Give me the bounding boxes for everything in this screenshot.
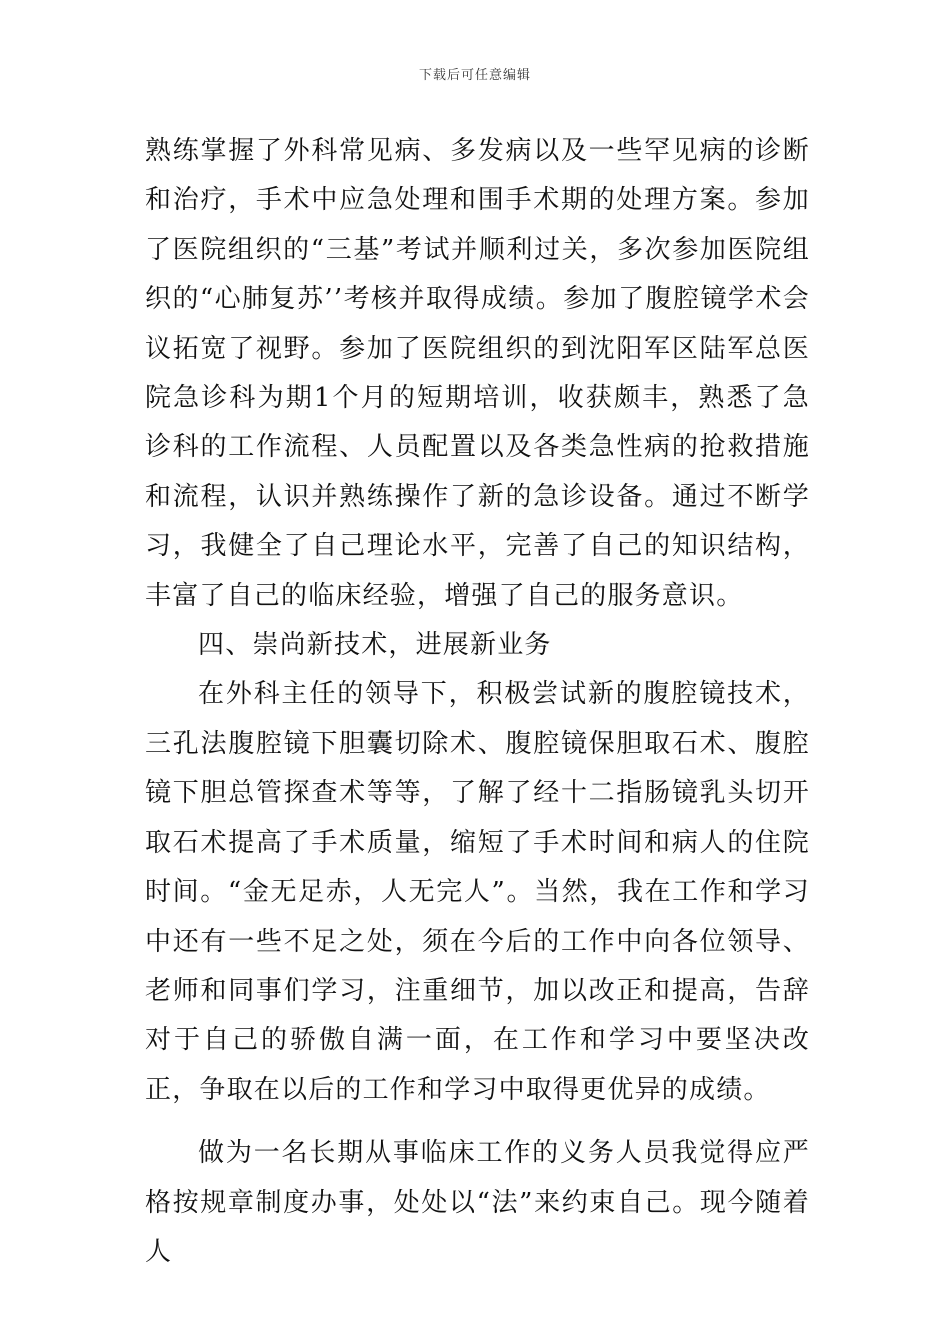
paragraph-training-summary: 熟练掌握了外科常见病、多发病以及一些罕见病的诊断和治疗，手术中应急处理和围手术期的处理方案。参加了医院组织的“三基”考试并顺利过关，多次参加医院组织的“心肺复苏’’考核并取得成绩。参加了腹腔镜学术会议拓宽了视野。参加了医院组织的到沈阳军区陆军总医院急诊科为期1个月的短期培训，收获颇丰，熟悉了急诊科的工作流程、人员配置以及各类急性病的抢救措施和流程，认识并熟练操作了新的急诊设备。通过不断学习，我健全了自己理论水平，完善了自己的知识结构，丰富了自己的临床经验，增强了自己的服务意识。	[145, 136, 810, 611]
paragraph-laparoscopy-work: 在外科主任的领导下，积极尝试新的腹腔镜技术，三孔法腹腔镜下胆囊切除术、腹腔镜保胆取石术、腹腔镜下胆总管探查术等等，了解了经十二指肠镜乳头切开取石术提高了手术质量，缩短了手术时间和病人的住院时间。“金无足赤，人无完人”。当然，我在工作和学习中还有一些不足之处，须在今后的工作中向各位领导、老师和同事们学习，注重细节，加以改正和提高，告辞对于自己的骄傲自满一面，在工作和学习中要坚决改正，争取在以后的工作和学习中取得更优异的成绩。	[145, 679, 810, 1105]
section-heading-new-technology: 四、崇尚新技术，进展新业务	[198, 630, 552, 661]
page-header: 下载后可任意编辑	[418, 68, 531, 83]
paragraph-professional-conduct: 做为一名长期从事临床工作的义务人员我觉得应严格按规章制度办事，处处以“法”来约束自己。现今随着人	[145, 1138, 810, 1267]
document-body	[145, 127, 810, 1277]
